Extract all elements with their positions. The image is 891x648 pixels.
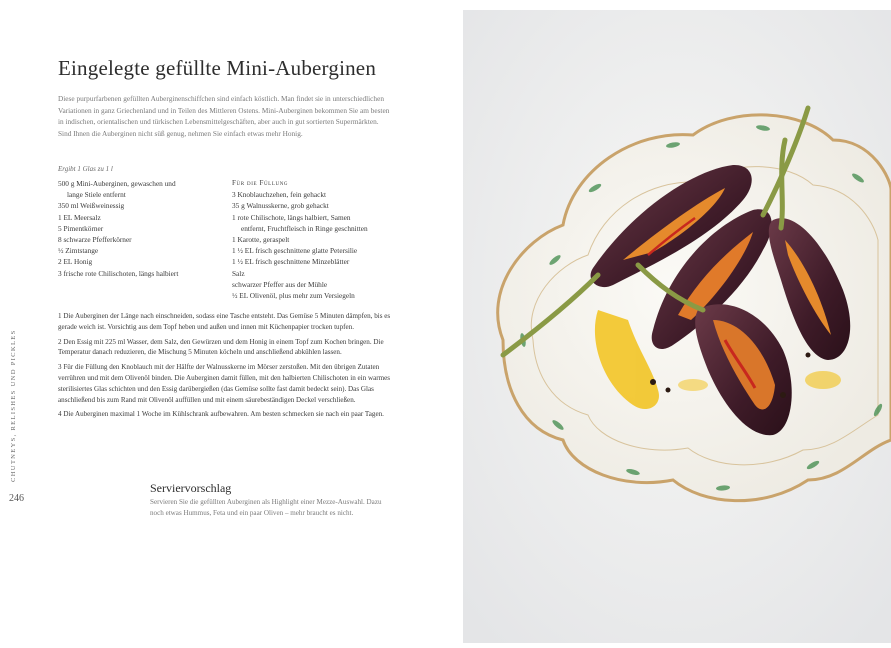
ingredients-main: [58, 178, 178, 279]
ingredient-line: entfernt, Fruchtfleisch in Ringe geschnitten: [241, 223, 368, 233]
ingredient-line: ½ EL Olivenöl, plus mehr zum Versiegeln: [232, 291, 355, 301]
ingredient-line: 3 frische rote Chilischoten, längs halbiert: [58, 268, 179, 278]
serving-text: Servieren Sie die gefüllten Auberginen als Highlight einer Mezze-Auswahl. Dazu noch etwas Hummus, Feta und ein paar Oliven – mehr braucht es nicht.: [150, 498, 382, 517]
ingredient-line: 500 g Mini-Auberginen, gewaschen und: [58, 179, 176, 188]
ingredient-line: ½ Zimtstange: [58, 246, 99, 256]
recipe-intro: Diese purpurfarbenen gefüllten Auberginenschiffchen sind einfach köstlich. Man findet sie in unterschiedlichen Variationen in ganz Griechenland und in Teilen des Mittleren Ostens. Mini-Auberginen bekommen Sie am besten in indischen, orientalischen und türkischen Lebensmittelgeschäften, aber auch in gut sortierten Supermärkten. Sind Ihnen die Auberginen nicht süß genug, nehmen Sie einfach etwas mehr Honig.: [58, 94, 390, 138]
method-step: 3 Für die Füllung den Knoblauch mit der Hälfte der Walnusskerne im Mörser zerstoßen. Mit den übrigen Zutaten verrühren und mit dem Olivenöl binden. Die Auberginen damit füllen, mit den halbierten Chilischoten in ein warmes sterilisiertes Glas schichten und den Essig darübergießen (das Gemüse sollte fast damit bedeckt sein). Das Glas anschließend bis zum Rand mit Olivenöl auffüllen und mit einem säurebeständigen Deckel verschließen.: [58, 363, 391, 404]
ingredient-line: 35 g Walnusskerne, grob gehackt: [232, 201, 329, 211]
ingredient-line: 1 ½ EL frisch geschnittene glatte Petersilie: [232, 246, 358, 256]
method-step: 1 Die Auberginen der Länge nach einschneiden, sodass eine Tasche entsteht. Das Gemüse 5 Minuten dämpfen, bis es gerade weich ist. Vorsichtig aus dem Topf heben und außen und innen mit Küchenpapier trocken tupfen.: [58, 312, 391, 331]
section-side-label: CHUTNEYS, RELISHES UND PICKLES: [10, 329, 17, 482]
ingredient-line: schwarzer Pfeffer aus der Mühle: [232, 279, 328, 289]
ingredient-line: 8 schwarze Pfefferkörner: [58, 235, 132, 245]
recipe-yield: Ergibt 1 Glas zu 1 l: [58, 165, 113, 173]
method-step: 4 Die Auberginen maximal 1 Woche im Kühlschrank aufbewahren. Am besten schmecken sie nach ein paar Tagen.: [58, 410, 384, 419]
ingredients-filling: [232, 178, 368, 301]
recipe-title: Eingelegte gefüllte Mini-Auberginen: [58, 56, 377, 80]
ingredient-line: Salz: [232, 268, 245, 278]
ingredient-line: 1 ½ EL frisch geschnittene Minzeblätter: [232, 257, 350, 267]
ingredient-line: 1 EL Meersalz: [58, 212, 101, 222]
ingredient-line: 2 EL Honig: [58, 257, 93, 267]
ingredient-line: 1 rote Chilischote, längs halbiert, Samen: [232, 212, 351, 222]
ingredient-line: 1 Karotte, geraspelt: [232, 235, 290, 245]
ingredient-line: 3 Knoblauchzehen, fein gehackt: [232, 190, 327, 200]
serving-title: Serviervorschlag: [150, 481, 232, 495]
ingredient-line: 350 ml Weißweinessig: [58, 201, 125, 211]
food-photo: [463, 10, 891, 643]
filling-heading: Für die Füllung: [232, 179, 289, 187]
page-number: 246: [9, 493, 24, 504]
ingredient-line: lange Stiele entfernt: [67, 190, 126, 200]
ingredient-line: 5 Pimentkörner: [58, 223, 104, 233]
method-steps: [58, 311, 393, 424]
method-step: 2 Den Essig mit 225 ml Wasser, dem Salz, den Gewürzen und dem Honig in einem Topf zum Kochen bringen. Die Temperatur danach reduzieren, die Mischung 5 Minuten köcheln und anschließend abkühlen lassen.: [58, 337, 384, 357]
